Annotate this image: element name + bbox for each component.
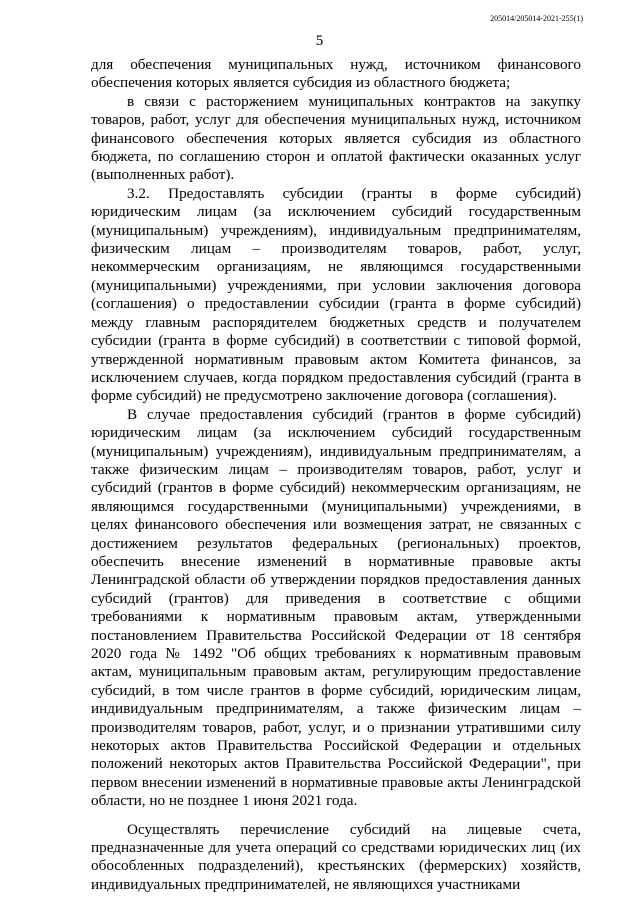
document-body <box>91 56 581 894</box>
page-number: 5 <box>315 33 324 49</box>
paragraph-grants-case: В случае предоставления субсидий (грантов в форме субсидий) юридическим лицам (за исключением субсидий государственным (муниципальным) учреждениям), индивидуальным предпринимателям, а также физическим лицам – производителям товаров, работ, услуг и субсидий (грантов в форме субсидий) некоммерческим организациям, не являющимся государственными (муниципальными) учреждениями, в целях финансового обеспечения или возмещения затрат, не связанных с достижением результатов федеральных (региональных) проектов, обеспечить внесение изменений в нормативные правовые акты Ленинградской области об утверждении порядков предоставления данных субсидий (грантов) для приведения в соответствие с общими требованиями к нормативным правовым актам, утвержденными постановлением Правительства Российской Федерации от 18 сентября 2020 года № 1492 "Об общих требованиях к нормативным правовым актам, муниципальным правовым актам, регулирующим предоставление субсидий, в том числе грантов в форме субсидий, юридическим лицам, индивидуальным предпринимателям, а также физическим лицам – производителям товаров, работ, услуг, и о признании утратившими силу некоторых актов Правительства Российской Федерации и отдельных положений некоторых актов Правительства Российской Федерации", при первом внесении изменений в нормативные правовые акты Ленинградской области, но не позднее 1 июня 2021 года. <box>91 405 581 810</box>
paragraph-continuation: для обеспечения муниципальных нужд, источником финансового обеспечения которых является субсидия из областного бюджета; <box>91 56 581 92</box>
paragraph-contract-termination: в связи с расторжением муниципальных контрактов на закупку товаров, работ, услуг для обеспечения муниципальных нужд, источником финансового обеспечения которых является субсидия из областного бюджета, по соглашению сторон и оплатой фактически оказанных услуг (выполненных работ). <box>91 92 581 184</box>
paragraph-section-3-2: 3.2. Предоставлять субсидии (гранты в форме субсидий) юридическим лицам (за исключением субсидий государственным (муниципальным) учреждениям), индивидуальным предпринимателям, физическим лицам – производителям товаров, работ, услуг, некоммерческим организациям, не являющимся государственными (муниципальными) учреждениями, при условии заключения договора (соглашения) о предоставлении субсидии (гранта в форме субсидий) между главным распорядителем бюджетных средств и получателем субсидии (гранта в форме субсидий) в соответствии с типовой формой, утвержденной нормативным правовым актом Комитета финансов, за исключением случаев, когда порядком предоставления субсидий (гранта в форме субсидий) не предусмотрено заключение договора (соглашения). <box>91 184 581 405</box>
document-id: 205014/205014-2021-255(1) <box>490 14 583 23</box>
paragraph-transfer-subsidies: Осуществлять перечисление субсидий на лицевые счета, предназначенные для учета операций со средствами юридических лиц (их обособленных подразделений), крестьянских (фермерских) хозяйств, индивидуальных предпринимателей, не являющихся участниками <box>91 820 581 893</box>
